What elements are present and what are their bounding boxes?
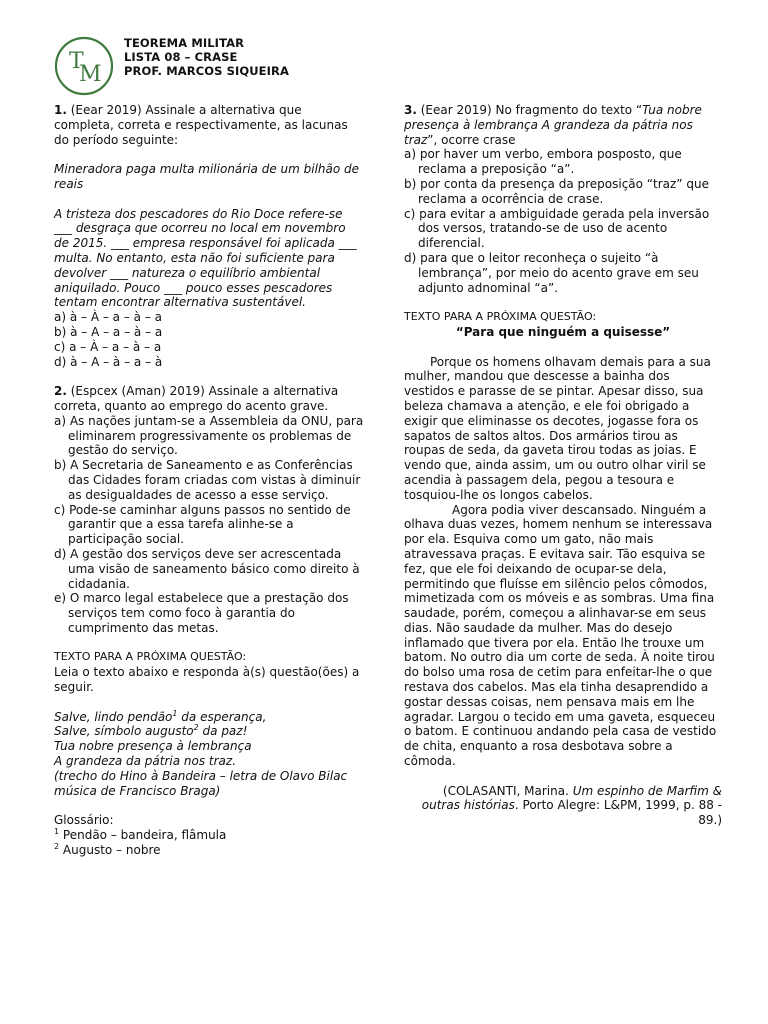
q1-option-d[interactable]: d) à – A – à – a – à xyxy=(54,354,163,369)
q1-title xyxy=(54,103,364,147)
q3-title: 3. (Eear 2019) No fragmento do texto “Tua nobre presença à lembrança A grandeza da pátria nos traz”, ocorre crase xyxy=(404,103,702,147)
q1-text: A tristeza dos pescadores do Rio Doce refere-se ___ desgraça que ocorreu no local em novembro de 2015. ___ empresa responsável foi aplicada ___ multa. No entanto, esta não foi suficiente para devolver ___ natureza o equilíbrio ambiental aniquilado. Pouco ___ pouco esses pescadores tentam encontrar alternativa sustentável. xyxy=(54,206,357,310)
conto-title: “Para que ninguém a quisesse” xyxy=(455,324,671,339)
q3-option-c[interactable]: c) para evitar a ambiguidade gerada pela inversão dos versos, tratando-se de uso de acento diferencial. xyxy=(404,206,710,251)
glossario-item-2: $^2$ Augusto – nobre xyxy=(54,841,161,857)
header-teacher: PROF. MARCOS SIQUEIRA xyxy=(124,64,289,78)
glossario-title: Glossário: xyxy=(54,813,114,828)
conto-paragraph-1: Porque os homens olhavam demais para a sua mulher, mandou que descesse a bainha dos vestidos e parasse de se pintar. Apesar disso, sua beleza chamava a atenção, e ele foi obrigado a exigir que eliminasse os decotes, jogasse fora os sapatos de saltos altos. Dos armários tirou as roupas de seda, da gaveta tirou todas as joias. E vendo que, ainda assim, um ou outro olhar viril se acendia à passagem dela, pegou a tesoura e tosquiou-lhe os longos cabelos. xyxy=(404,354,711,502)
q1-option-b[interactable]: b) à – A – a – à – a xyxy=(54,324,163,339)
svg-text:M: M xyxy=(79,62,102,87)
q2-option-d[interactable]: d) A gestão dos serviços deve ser acrescentada uma visão de saneamento básico como direito à cidadania. xyxy=(54,546,360,591)
q3-option-b[interactable]: b) por conta da presença da preposição “traz” que reclama a ocorrência de crase. xyxy=(404,176,709,206)
q2-option-a[interactable]: a) As nações juntam-se a Assembleia da ONU, para eliminarem progressivamente os problemas de gestão do serviço. xyxy=(54,413,364,458)
q2-title xyxy=(54,384,364,414)
hino-line-4: A grandeza da pátria nos traz. xyxy=(54,754,237,769)
q1-headline: Mineradora paga multa milionária de um bilhão de reais xyxy=(54,162,360,191)
hino-credit: (trecho do Hino à Bandeira – letra de Olavo Bilac música de Francisco Braga) xyxy=(54,768,348,798)
logo-tm xyxy=(54,36,114,96)
hino-line-1: Salve, lindo pendão$^1$ da esperança, xyxy=(54,708,267,724)
document-header xyxy=(124,36,289,78)
header-school: TEOREMA MILITAR xyxy=(124,36,245,50)
q2-option-e[interactable]: e) O marco legal estabelece que a prestação dos serviços tem como foco à garantia do cumprimento das metas. xyxy=(54,591,349,635)
q1-number: 1. xyxy=(54,103,67,117)
q2-title-text: (Espcex (Aman) 2019) Assinale a alternativa correta, quanto ao emprego do acento grave. xyxy=(54,384,339,413)
glossario-item-1: $^1$ Pendão – bandeira, flâmula xyxy=(54,827,227,843)
q1-option-a[interactable]: a) à – À – a – à – a xyxy=(54,310,162,325)
right-column xyxy=(404,103,722,828)
header-list: LISTA 08 – CRASE xyxy=(124,50,238,64)
leia-instruction: Leia o texto abaixo e responda à(s) questão(ões) a seguir. xyxy=(54,665,360,695)
q3-number: 3. xyxy=(404,103,417,117)
conto-reference: (COLASANTI, Marina. Um espinho de Marfim & outras histórias. Porto Alegre: L&PM, 1999, p. 88 - 89.) xyxy=(421,783,722,828)
q2-number: 2. xyxy=(54,384,67,399)
left-column xyxy=(54,103,364,858)
q2-option-c[interactable]: c) Pode-se caminhar alguns passos no sentido de garantir que a essa tarefa alinhe-se a participação social. xyxy=(54,502,351,547)
hino-line-2: Salve, símbolo augusto$^2$ da paz! xyxy=(54,723,248,739)
q3-option-d[interactable]: d) para que o leitor reconheça o sujeito “à lembrança”, por meio do acento grave em seu adjunto adnominal “a”. xyxy=(404,250,699,295)
q3-option-a[interactable]: a) por haver um verbo, embora posposto, que reclama a preposição “a”. xyxy=(404,147,682,177)
q1-title-text: (Eear 2019) Assinale a alternativa que completa, correta e respectivamente, as lacunas do período seguinte: xyxy=(54,103,348,147)
q2-option-b[interactable]: b) A Secretaria de Saneamento e as Conferências das Cidades foram criadas com vistas à diminuir as desigualdades de acesso a esse serviço. xyxy=(54,458,361,502)
texto-label-1: TEXTO PARA A PRÓXIMA QUESTÃO: xyxy=(54,650,247,664)
hino-line-3: Tua nobre presença à lembrança xyxy=(54,739,252,754)
texto-label-2: TEXTO PARA A PRÓXIMA QUESTÃO: xyxy=(404,310,597,324)
conto-paragraph-2: Agora podia viver descansado. Ninguém a olhava duas vezes, homem nenhum se interessava por ela. Esquiva como um gato, não mais atravessava praças. E evitava sair. Tão esquiva se fez, que ele foi deixando de ocupar-se dela, permitindo que fluísse em silêncio pelos cômodos, mimetizada com os móveis e as sombras. Uma fina saudade, porém, começou a alinhavar-se em seus dias. Não saudade da mulher. Mas do desejo inflamado que tivera por ela. Então lhe trouxe um batom. No outro dia um corte de seda. À noite tirou do bolso uma rosa de cetim para enfeitar-lhe o que restava dos cabelos. Mas ela tinha desaprendido a gostar dessas coisas, nem pensava mais em lhe agradar. Largou o tecido em uma gaveta, esqueceu o batom. E continuou andando pela casa de vestido de chita, enquanto a rosa desbotava sobre a cômoda. xyxy=(404,502,717,769)
q1-option-c[interactable]: c) a – À – a – à – a xyxy=(54,339,162,354)
svg-text:T: T xyxy=(69,49,84,74)
